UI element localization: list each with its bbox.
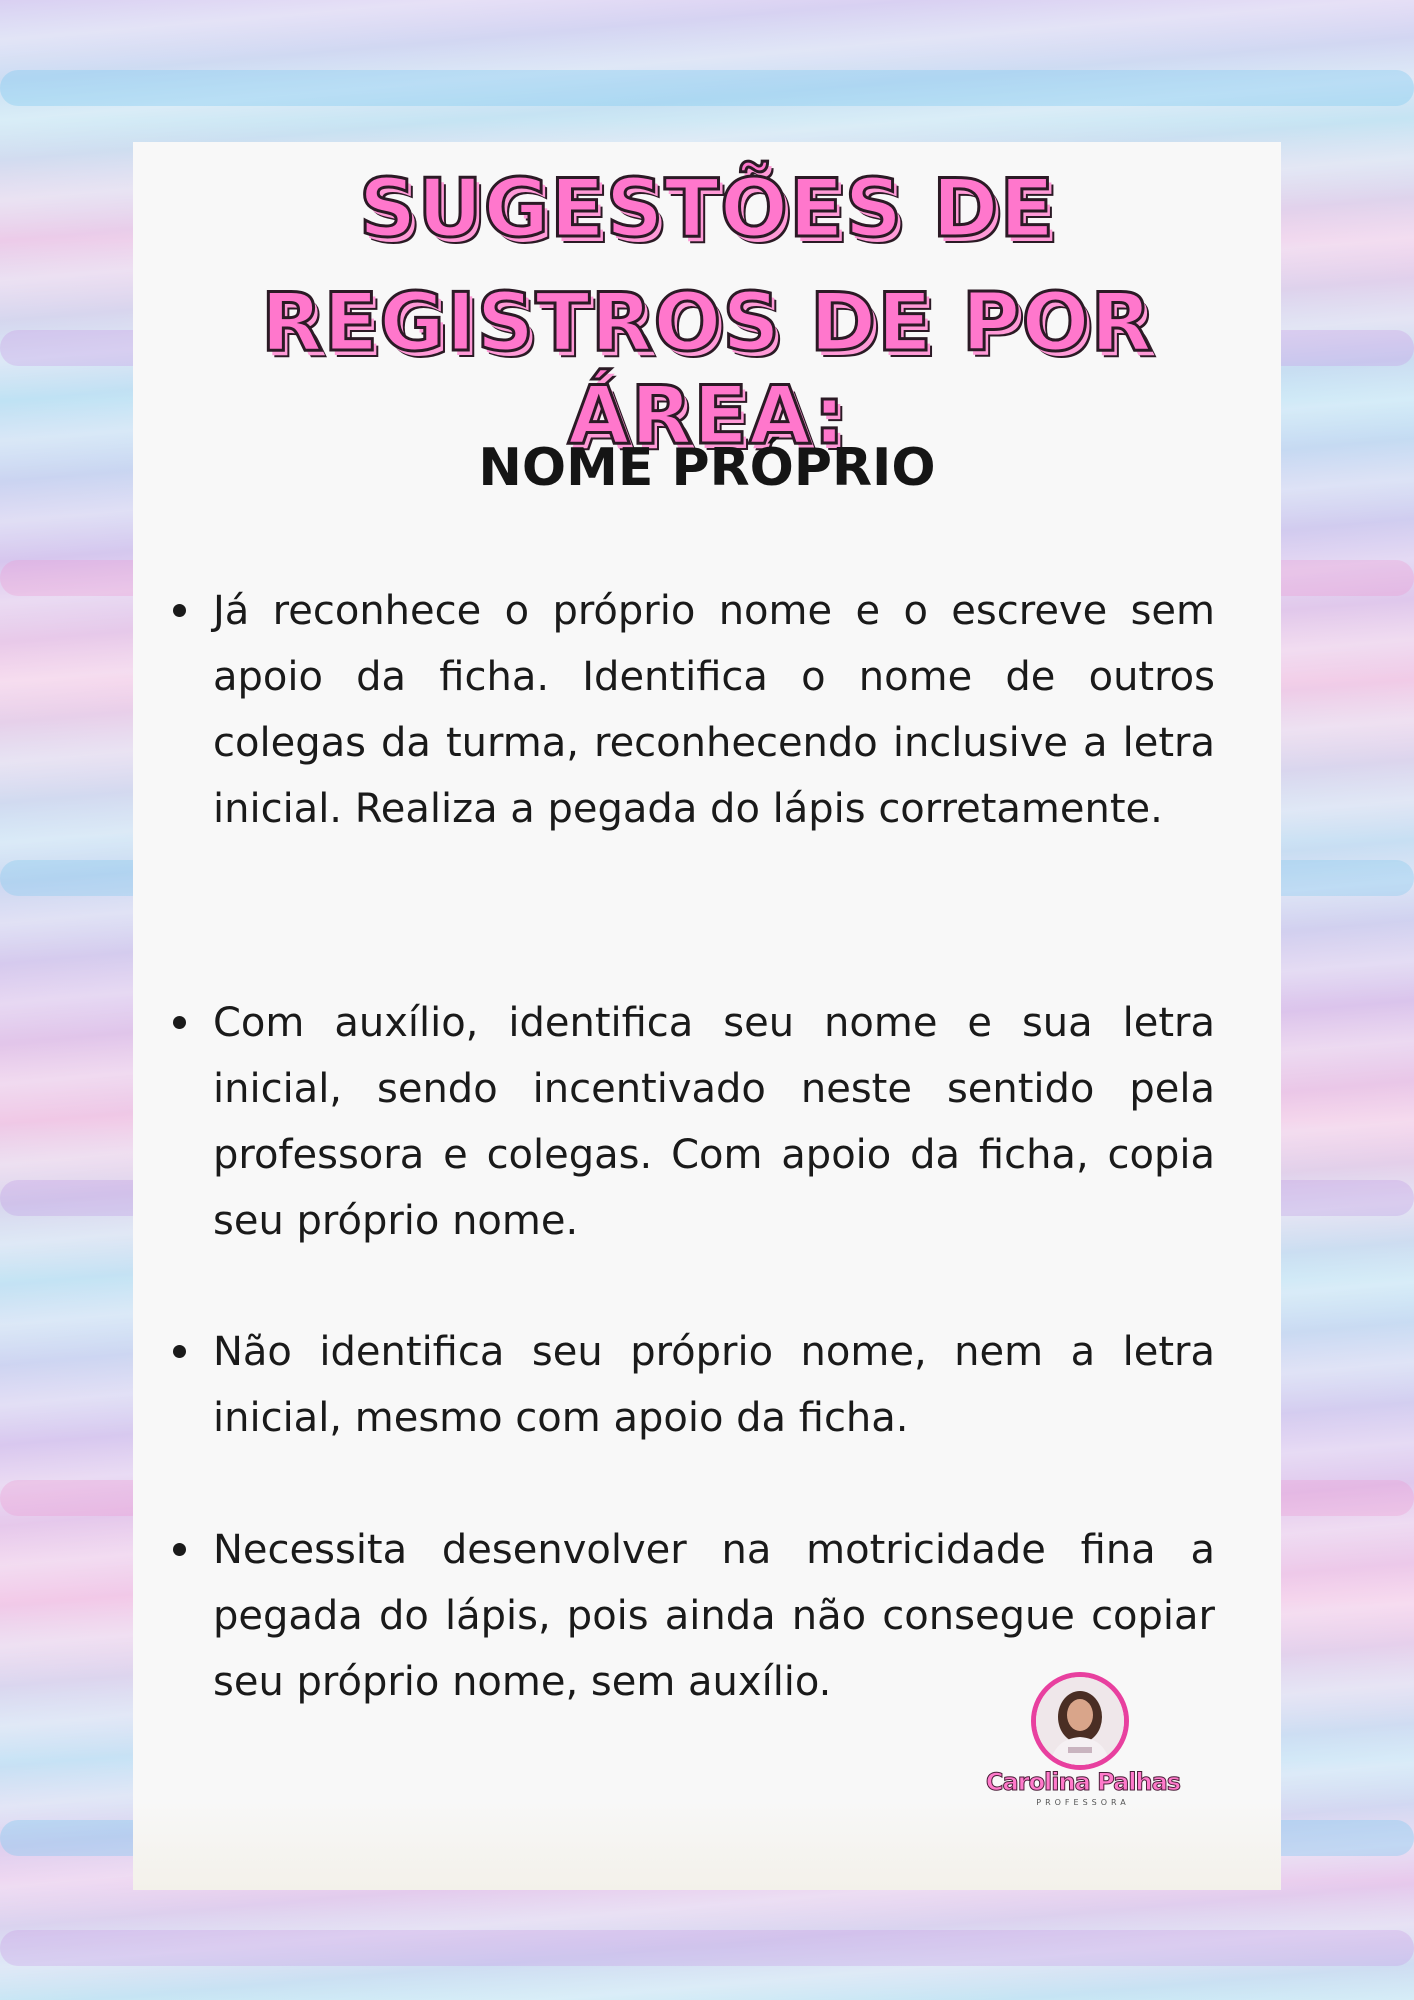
- bullet-text: Já reconhece o próprio nome e o escreve sem apoio da ficha. Identifica o nome de outros colegas da turma, reconhecendo inclusive a letra inicial. Realiza a pegada do lápis corretamente.: [213, 588, 1215, 832]
- card-paper-texture: [133, 1800, 1281, 1890]
- logo-role: PROFESSORA: [1036, 1798, 1130, 1807]
- bullet-dot-icon: [173, 1543, 186, 1556]
- person-photo-icon: [1036, 1677, 1124, 1765]
- bullet-dot-icon: [173, 1016, 186, 1029]
- avatar: [1031, 1672, 1129, 1770]
- bullet-dot-icon: [173, 1345, 186, 1358]
- bullet-item: [213, 1319, 1215, 1451]
- bullet-item: [213, 578, 1215, 842]
- wash-stroke: [0, 1930, 1414, 1966]
- bullet-item: [213, 990, 1215, 1254]
- title-line-2: REGISTROS DE POR ÁREA:: [260, 276, 1154, 462]
- title-line-1: SUGESTÕES DE: [358, 162, 1056, 255]
- bullet-dot-icon: [173, 604, 186, 617]
- content-card: [133, 142, 1281, 1890]
- bullet-text: Necessita desenvolver na motricidade fina a pegada do lápis, pois ainda não consegue copiar seu próprio nome, sem auxílio.: [213, 1527, 1215, 1705]
- logo-name: Carolina Palhas: [985, 1768, 1181, 1796]
- author-logo: [983, 1672, 1183, 1812]
- wash-stroke: [0, 70, 1414, 106]
- section-subtitle: NOME PRÓPRIO: [478, 438, 936, 498]
- bullet-text: Com auxílio, identifica seu nome e sua letra inicial, sendo incentivado neste sentido pela professora e colegas. Com apoio da ficha, copia seu próprio nome.: [213, 1000, 1215, 1244]
- bullet-text: Não identifica seu próprio nome, nem a letra inicial, mesmo com apoio da ficha.: [213, 1329, 1215, 1441]
